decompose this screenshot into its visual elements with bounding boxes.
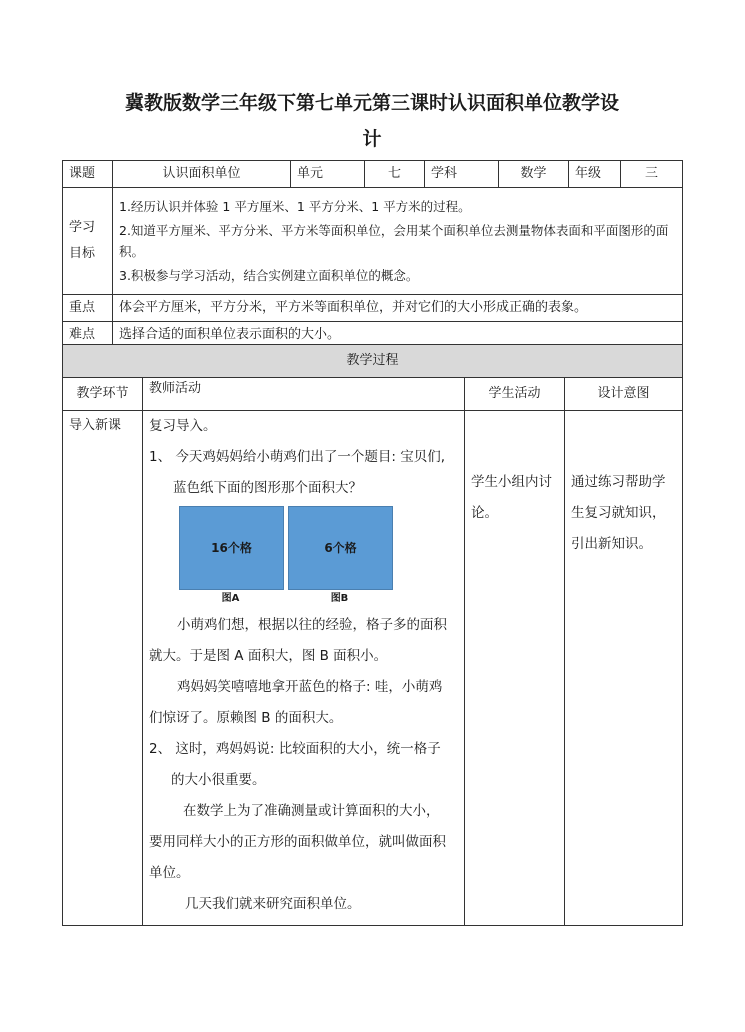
lesson-text: 复习导入。	[149, 418, 217, 434]
stage-cell: 导入新课	[63, 411, 143, 926]
intent-text: 通过练习帮助学	[571, 474, 666, 490]
subject-label: 学科	[425, 161, 499, 188]
subject-value: 数学	[499, 161, 569, 188]
unit-label: 单元	[291, 161, 365, 188]
header-student: 学生活动	[465, 378, 565, 411]
header-stage: 教学环节	[63, 378, 143, 411]
intent-text: 生复习就知识，	[571, 505, 666, 521]
figure-a-caption: 图A	[221, 593, 240, 604]
lesson-text: 就大。于是图 A 面积大，图 B 面积小。	[149, 648, 388, 664]
topic-value: 认识面积单位	[113, 161, 291, 188]
goal-item: 2.知道平方厘米、平方分米、平方米等面积单位，会用某个面积单位去测量物体表面和平面图形的面积。	[119, 223, 669, 259]
teacher-activity-cell	[143, 411, 465, 926]
lesson-text: 2、 这时，鸡妈妈说: 比较面积的大小，统一格子	[149, 741, 441, 757]
key-point-label: 重点	[63, 295, 113, 322]
grade-value: 三	[621, 161, 683, 188]
lesson-text: 在数学上为了准确测量或计算面积的大小，	[183, 803, 440, 819]
difficulty-label: 难点	[63, 322, 113, 349]
section-title: 教学过程	[63, 345, 683, 378]
header-teacher: 教师活动	[143, 378, 465, 411]
document-title-line-2: 计	[362, 128, 382, 150]
goals-cell	[113, 188, 683, 295]
difficulty-value: 选择合适的面积单位表示面积的大小。	[113, 322, 683, 349]
student-text: 学生小组内讨	[471, 474, 552, 490]
header-intent: 设计意图	[565, 378, 683, 411]
lesson-text: 鸡妈妈笑嘻嘻地拿开蓝色的格子: 哇，小萌鸡	[177, 679, 443, 695]
key-point-value: 体会平方厘米，平方分米，平方米等面积单位，并对它们的大小形成正确的表象。	[113, 295, 683, 322]
lesson-text: 几天我们就来研究面积单位。	[185, 896, 361, 912]
grade-label: 年级	[569, 161, 621, 188]
lesson-text: 的大小很重要。	[171, 772, 266, 788]
unit-value: 七	[365, 161, 425, 188]
lesson-text: 1、 今天鸡妈妈给小萌鸡们出了一个题目: 宝贝们,	[149, 449, 446, 465]
student-activity-cell	[465, 411, 565, 926]
goal-item: 1.经历认识并体验 1 平方厘米、1 平方分米、1 平方米的过程。	[119, 199, 471, 214]
document-title-line-1: 冀教版数学三年级下第七单元第三课时认识面积单位教学设	[124, 92, 619, 114]
figure-b-caption: 图B	[330, 593, 349, 604]
lesson-info-table	[62, 160, 683, 349]
lesson-text: 单位。	[149, 865, 190, 881]
figure-a-box: 16个格	[179, 506, 284, 590]
area-comparison-figure	[149, 506, 458, 606]
intent-text: 引出新知识。	[571, 536, 652, 552]
goal-item: 3.积极参与学习活动，结合实例建立面积单位的概念。	[119, 268, 419, 283]
topic-label: 课题	[63, 161, 113, 188]
lesson-text: 小萌鸡们想，根据以往的经验，格子多的面积	[177, 617, 447, 633]
lesson-text: 要用同样大小的正方形的面积做单位，就叫做面积	[149, 834, 446, 850]
design-intent-cell	[565, 411, 683, 926]
teaching-process-table	[62, 344, 683, 926]
lesson-text: 们惊讶了。原赖图 B 的面积大。	[149, 710, 343, 726]
goals-label: 学习目标	[63, 188, 113, 295]
student-text: 论。	[471, 505, 498, 521]
figure-b-box: 6个格	[288, 506, 393, 590]
lesson-text: 蓝色纸下面的图形那个面积大？	[173, 480, 362, 496]
